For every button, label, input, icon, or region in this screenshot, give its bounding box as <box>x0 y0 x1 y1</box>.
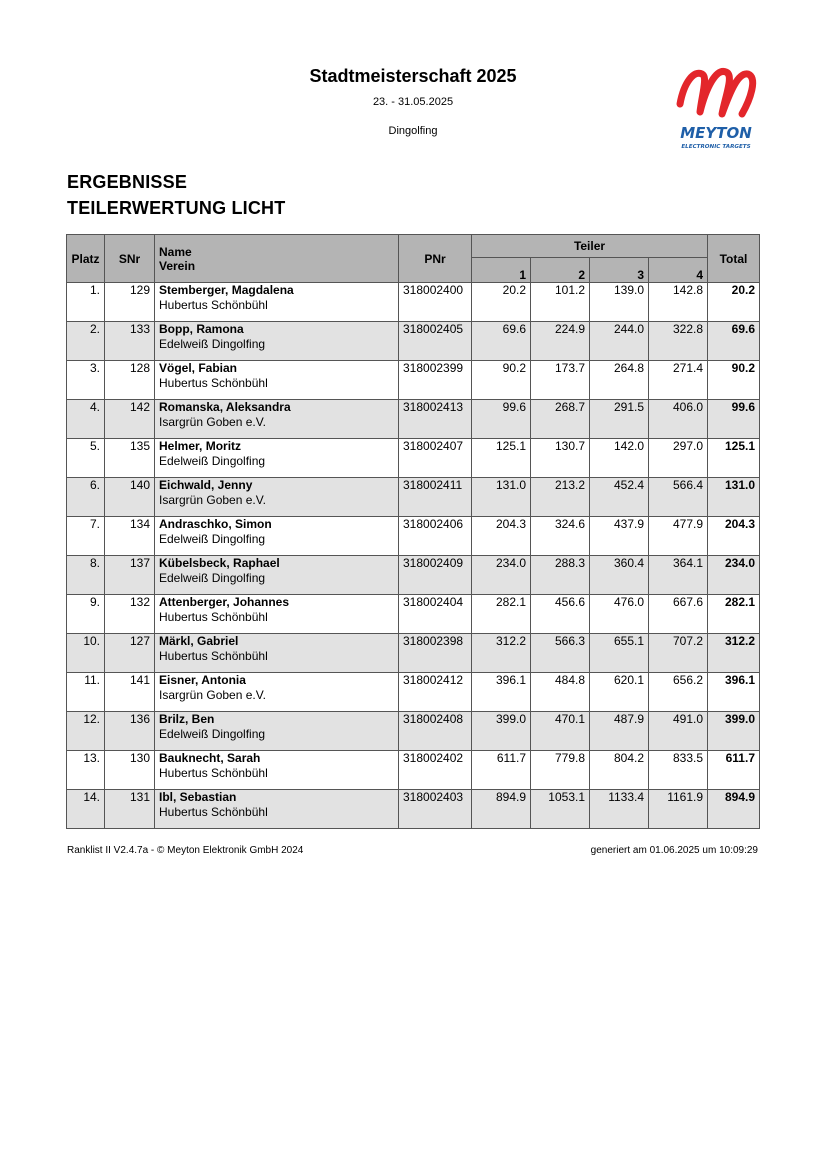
shooter-club: Hubertus Schönbühl <box>159 376 268 390</box>
cell-teiler-3: 139.0 <box>590 283 649 322</box>
cell-teiler-3: 1133.4 <box>590 790 649 829</box>
header-verein: Verein <box>159 258 196 273</box>
cell-teiler-2: 268.7 <box>531 400 590 439</box>
header-total: Total <box>708 235 760 283</box>
shooter-club: Edelweiß Dingolfing <box>159 337 266 351</box>
cell-name-verein <box>155 634 399 673</box>
cell-teiler-3: 804.2 <box>590 751 649 790</box>
cell-teiler-4: 667.6 <box>649 595 708 634</box>
shooter-name: Kübelsbeck, Raphael <box>159 556 280 570</box>
cell-teiler-2: 130.7 <box>531 439 590 478</box>
cell-snr: 137 <box>105 556 155 595</box>
table-row <box>67 400 760 439</box>
cell-teiler-3: 487.9 <box>590 712 649 751</box>
cell-teiler-1: 20.2 <box>472 283 531 322</box>
cell-teiler-2: 566.3 <box>531 634 590 673</box>
cell-name-verein <box>155 400 399 439</box>
cell-teiler-1: 282.1 <box>472 595 531 634</box>
cell-total: 90.2 <box>708 361 760 400</box>
shooter-name: Bauknecht, Sarah <box>159 751 261 765</box>
cell-teiler-1: 204.3 <box>472 517 531 556</box>
cell-teiler-4: 322.8 <box>649 322 708 361</box>
cell-name-verein <box>155 283 399 322</box>
cell-platz: 10. <box>67 634 105 673</box>
table-row <box>67 439 760 478</box>
cell-teiler-1: 99.6 <box>472 400 531 439</box>
cell-teiler-2: 484.8 <box>531 673 590 712</box>
cell-pnr: 318002409 <box>399 556 472 595</box>
table-row <box>67 478 760 517</box>
cell-pnr: 318002408 <box>399 712 472 751</box>
cell-snr: 134 <box>105 517 155 556</box>
cell-teiler-1: 399.0 <box>472 712 531 751</box>
shooter-club: Isargrün Goben e.V. <box>159 493 266 507</box>
cell-total: 234.0 <box>708 556 760 595</box>
cell-teiler-3: 142.0 <box>590 439 649 478</box>
cell-total: 282.1 <box>708 595 760 634</box>
cell-platz: 5. <box>67 439 105 478</box>
cell-teiler-2: 456.6 <box>531 595 590 634</box>
header-teiler-3: 3 <box>590 258 649 283</box>
cell-teiler-1: 396.1 <box>472 673 531 712</box>
logo-tagline: ELECTRONIC TARGETS <box>681 144 751 150</box>
section-title: ERGEBNISSE <box>67 172 188 192</box>
cell-snr: 142 <box>105 400 155 439</box>
cell-teiler-2: 779.8 <box>531 751 590 790</box>
cell-pnr: 318002411 <box>399 478 472 517</box>
cell-snr: 131 <box>105 790 155 829</box>
cell-teiler-3: 655.1 <box>590 634 649 673</box>
cell-snr: 140 <box>105 478 155 517</box>
header-teiler-4: 4 <box>649 258 708 283</box>
shooter-name: Romanska, Aleksandra <box>159 400 291 414</box>
cell-name-verein <box>155 673 399 712</box>
table-row <box>67 556 760 595</box>
shooter-club: Edelweiß Dingolfing <box>159 727 266 741</box>
cell-total: 125.1 <box>708 439 760 478</box>
cell-name-verein <box>155 322 399 361</box>
cell-platz: 8. <box>67 556 105 595</box>
cell-pnr: 318002407 <box>399 439 472 478</box>
cell-snr: 135 <box>105 439 155 478</box>
shooter-club: Edelweiß Dingolfing <box>159 454 266 468</box>
cell-name-verein <box>155 751 399 790</box>
cell-total: 99.6 <box>708 400 760 439</box>
cell-total: 399.0 <box>708 712 760 751</box>
cell-teiler-3: 476.0 <box>590 595 649 634</box>
cell-total: 312.2 <box>708 634 760 673</box>
shooter-name: Andraschko, Simon <box>159 517 272 531</box>
shooter-name: Attenberger, Johannes <box>159 595 290 609</box>
shooter-club: Hubertus Schönbühl <box>159 610 268 624</box>
table-row <box>67 322 760 361</box>
cell-teiler-1: 125.1 <box>472 439 531 478</box>
cell-pnr: 318002402 <box>399 751 472 790</box>
cell-pnr: 318002399 <box>399 361 472 400</box>
cell-teiler-1: 894.9 <box>472 790 531 829</box>
cell-platz: 14. <box>67 790 105 829</box>
cell-name-verein <box>155 478 399 517</box>
cell-teiler-4: 142.8 <box>649 283 708 322</box>
cell-snr: 127 <box>105 634 155 673</box>
cell-name-verein <box>155 595 399 634</box>
shooter-club: Edelweiß Dingolfing <box>159 571 266 585</box>
table-row <box>67 361 760 400</box>
header-teiler-2: 2 <box>531 258 590 283</box>
cell-name-verein <box>155 517 399 556</box>
cell-teiler-1: 234.0 <box>472 556 531 595</box>
cell-teiler-4: 1161.9 <box>649 790 708 829</box>
header-pnr: PNr <box>399 235 472 283</box>
cell-teiler-1: 611.7 <box>472 751 531 790</box>
table-row <box>67 283 760 322</box>
cell-pnr: 318002403 <box>399 790 472 829</box>
shooter-club: Isargrün Goben e.V. <box>159 415 266 429</box>
cell-total: 611.7 <box>708 751 760 790</box>
cell-platz: 2. <box>67 322 105 361</box>
cell-teiler-3: 620.1 <box>590 673 649 712</box>
cell-total: 131.0 <box>708 478 760 517</box>
results-body <box>67 283 760 829</box>
footer-version: Ranklist II V2.4.7a - © Meyton Elektronik GmbH 2024 <box>67 845 304 856</box>
results-table <box>66 234 760 829</box>
cell-name-verein <box>155 439 399 478</box>
cell-teiler-4: 833.5 <box>649 751 708 790</box>
cell-teiler-3: 437.9 <box>590 517 649 556</box>
cell-teiler-2: 324.6 <box>531 517 590 556</box>
cell-teiler-4: 656.2 <box>649 673 708 712</box>
event-dates: 23. - 31.05.2025 <box>372 96 454 108</box>
shooter-name: Märkl, Gabriel <box>159 634 239 648</box>
shooter-club: Hubertus Schönbühl <box>159 766 268 780</box>
table-row <box>67 673 760 712</box>
cell-platz: 6. <box>67 478 105 517</box>
header-snr: SNr <box>105 235 155 283</box>
cell-total: 204.3 <box>708 517 760 556</box>
cell-snr: 136 <box>105 712 155 751</box>
shooter-name: Brilz, Ben <box>159 712 215 726</box>
cell-name-verein <box>155 712 399 751</box>
shooter-name: Vögel, Fabian <box>159 361 238 375</box>
cell-platz: 4. <box>67 400 105 439</box>
cell-teiler-2: 224.9 <box>531 322 590 361</box>
cell-teiler-1: 69.6 <box>472 322 531 361</box>
cell-teiler-4: 491.0 <box>649 712 708 751</box>
cell-total: 396.1 <box>708 673 760 712</box>
event-location: Dingolfing <box>388 125 438 137</box>
cell-platz: 9. <box>67 595 105 634</box>
cell-teiler-3: 291.5 <box>590 400 649 439</box>
table-row <box>67 595 760 634</box>
cell-teiler-3: 452.4 <box>590 478 649 517</box>
header-platz: Platz <box>67 235 105 283</box>
header-name: Name <box>159 244 192 259</box>
footer-generated: generiert am 01.06.2025 um 10:09:29 <box>590 845 758 856</box>
cell-total: 894.9 <box>708 790 760 829</box>
shooter-club: Hubertus Schönbühl <box>159 298 268 312</box>
cell-name-verein <box>155 790 399 829</box>
logo-brand: MEYTON <box>680 124 752 142</box>
shooter-name: Bopp, Ramona <box>159 322 244 336</box>
table-row <box>67 712 760 751</box>
shooter-name: Stemberger, Magdalena <box>159 283 294 297</box>
cell-platz: 7. <box>67 517 105 556</box>
cell-teiler-2: 213.2 <box>531 478 590 517</box>
cell-total: 69.6 <box>708 322 760 361</box>
cell-teiler-3: 244.0 <box>590 322 649 361</box>
cell-teiler-3: 360.4 <box>590 556 649 595</box>
cell-pnr: 318002405 <box>399 322 472 361</box>
cell-teiler-4: 707.2 <box>649 634 708 673</box>
cell-teiler-2: 1053.1 <box>531 790 590 829</box>
cell-teiler-4: 271.4 <box>649 361 708 400</box>
cell-teiler-4: 477.9 <box>649 517 708 556</box>
shooter-name: Eisner, Antonia <box>159 673 246 687</box>
cell-teiler-2: 173.7 <box>531 361 590 400</box>
cell-snr: 130 <box>105 751 155 790</box>
table-row <box>67 751 760 790</box>
table-row <box>67 517 760 556</box>
cell-snr: 129 <box>105 283 155 322</box>
shooter-name: Eichwald, Jenny <box>159 478 253 492</box>
cell-pnr: 318002413 <box>399 400 472 439</box>
table-row <box>67 790 760 829</box>
cell-teiler-3: 264.8 <box>590 361 649 400</box>
meyton-logo-icon <box>672 64 760 152</box>
cell-teiler-4: 297.0 <box>649 439 708 478</box>
cell-snr: 133 <box>105 322 155 361</box>
shooter-name: Ibl, Sebastian <box>159 790 237 804</box>
cell-pnr: 318002398 <box>399 634 472 673</box>
cell-name-verein <box>155 361 399 400</box>
header-name-verein <box>155 235 399 283</box>
section-subtitle: TEILERWERTUNG LICHT <box>67 198 286 218</box>
cell-total: 20.2 <box>708 283 760 322</box>
cell-pnr: 318002412 <box>399 673 472 712</box>
table-row <box>67 634 760 673</box>
cell-teiler-4: 406.0 <box>649 400 708 439</box>
event-title: Stadtmeisterschaft 2025 <box>309 66 517 86</box>
cell-teiler-4: 566.4 <box>649 478 708 517</box>
cell-teiler-2: 470.1 <box>531 712 590 751</box>
cell-teiler-1: 131.0 <box>472 478 531 517</box>
cell-pnr: 318002406 <box>399 517 472 556</box>
cell-teiler-2: 101.2 <box>531 283 590 322</box>
cell-platz: 13. <box>67 751 105 790</box>
cell-platz: 1. <box>67 283 105 322</box>
cell-snr: 128 <box>105 361 155 400</box>
cell-name-verein <box>155 556 399 595</box>
cell-pnr: 318002404 <box>399 595 472 634</box>
meyton-logo <box>672 64 760 152</box>
shooter-club: Isargrün Goben e.V. <box>159 688 266 702</box>
cell-platz: 12. <box>67 712 105 751</box>
cell-platz: 3. <box>67 361 105 400</box>
cell-teiler-1: 312.2 <box>472 634 531 673</box>
shooter-club: Edelweiß Dingolfing <box>159 532 266 546</box>
header-teiler-1: 1 <box>472 258 531 283</box>
cell-platz: 11. <box>67 673 105 712</box>
shooter-club: Hubertus Schönbühl <box>159 805 268 819</box>
header-teiler: Teiler <box>472 235 708 258</box>
cell-snr: 132 <box>105 595 155 634</box>
shooter-club: Hubertus Schönbühl <box>159 649 268 663</box>
cell-snr: 141 <box>105 673 155 712</box>
cell-teiler-4: 364.1 <box>649 556 708 595</box>
shooter-name: Helmer, Moritz <box>159 439 242 453</box>
cell-teiler-1: 90.2 <box>472 361 531 400</box>
cell-teiler-2: 288.3 <box>531 556 590 595</box>
cell-pnr: 318002400 <box>399 283 472 322</box>
